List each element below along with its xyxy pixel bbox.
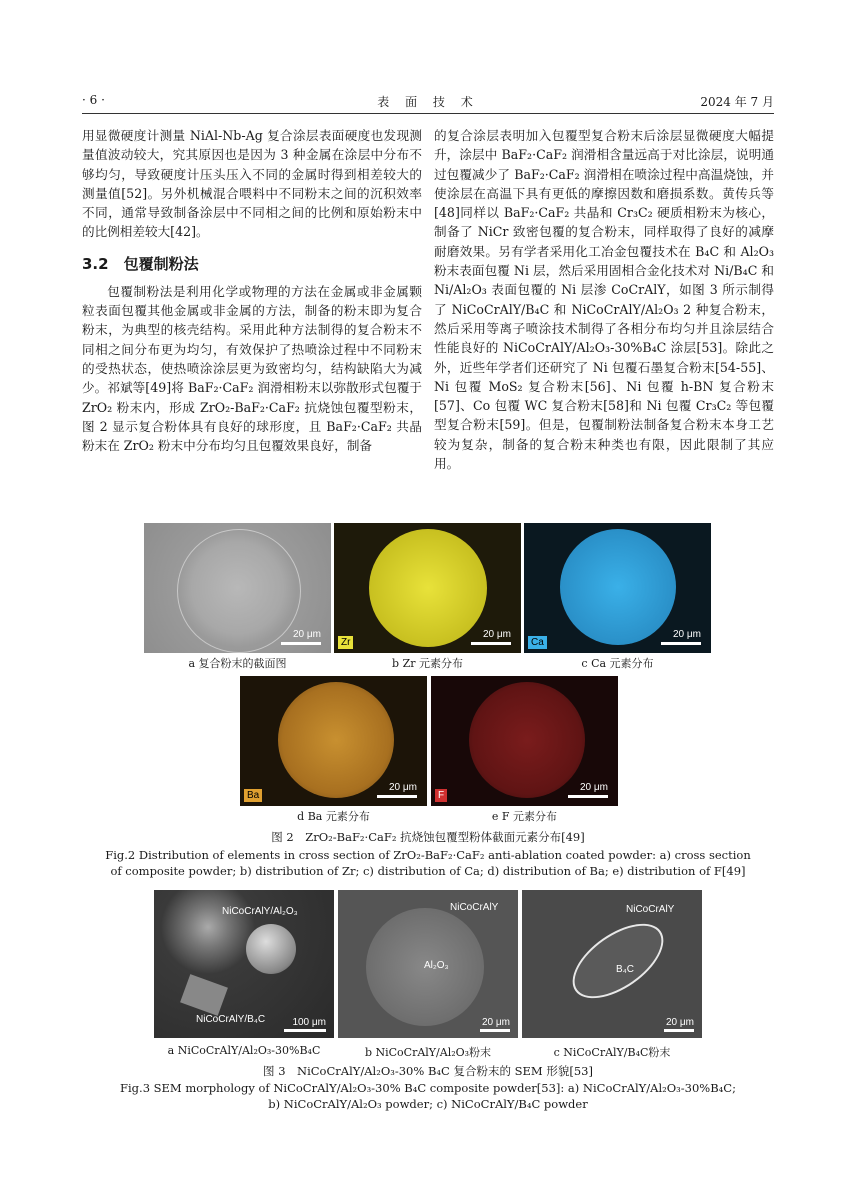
- fig3-panel-c: [522, 890, 702, 1038]
- fig2-caption-en: Fig.2 Distribution of elements in cross section of ZrO₂-BaF₂·CaF₂ anti-ablation coated powder: a) cross section of composite powder; b) distribution of Zr; c) distribution of Ca; d) distribution of Ba; e) distribution of F[49]: [105, 848, 751, 878]
- element-tag: F: [435, 789, 447, 802]
- fig3-caption-en: Fig.3 SEM morphology of NiCoCrAlY/Al₂O₃-30% B₄C composite powder[53]: a) NiCoCrAlY/Al₂O₃-30%B₄C;: [120, 1081, 736, 1095]
- scale-bar: [568, 795, 608, 798]
- right-column: [434, 126, 774, 473]
- paragraph: 的复合涂层表明加入包覆型复合粉末后涂层显微硬度大幅提升，涂层中 BaF₂·CaF₂ 润滑相含量远高于对比涂层，说明通过包覆减少了 BaF₂·CaF₂ 润滑相在喷涂过程中高温烧蚀，并使涂层在高温下具有更低的摩擦因数和磨损系数。黄传兵等[48]同样以 BaF₂·CaF₂ 共晶和 Cr₃C₂ 硬质相粉末为核心，制备了 NiCr 致密包覆的复合粉末，同样取得了良好的减摩耐磨效果。另有学者采用化工冶金包覆技术在 B₄C 和 Al₂O₃ 粉末表面包覆 Ni 层，然后采用固相合金化技术对 Ni/B₄C 和 Ni/Al₂O₃ 表面包覆的 Ni 层渗 CoCrAlY，如图 3 所示制得了 NiCoCrAlY/B₄C 和 NiCoCrAlY/Al₂O₃ 2 种复合粉末，然后采用等离子喷涂技术制得了各相分布均匀并且涂层结合性能良好的 NiCoCrAlY/Al₂O₃-30%B₄C 涂层[53]。除此之外，近些年学者们还研究了 Ni 包覆石墨复合粉末[54-55]、Ni 包覆 MoS₂ 复合粉末[56]、Ni 包覆 h-BN 复合粉末[57]、Co 包覆 WC 复合粉末[58]和 Ni 包覆 Cr₃C₂ 等包覆型复合粉末[59]。但是，包覆制粉法制备复合粉末本身工艺较为复杂，制备的复合粉末种类也有限，因此限制了其应用。: [434, 128, 774, 472]
- fig3-subcaption-b: b NiCoCrAlY/Al₂O₃粉末: [364, 1046, 492, 1059]
- sem-label: NiCoCrAlY/B₄C: [196, 1014, 266, 1025]
- sem-label: B₄C: [616, 964, 634, 975]
- scale-bar: [471, 642, 511, 645]
- scale-label: 20 μm: [389, 782, 417, 793]
- fig2-panel-e: [431, 676, 618, 806]
- fig2-subcaption-b: b Zr 元素分布: [392, 657, 463, 670]
- left-column: [82, 126, 422, 455]
- particle-cross-section: [560, 909, 676, 1013]
- particle-outline: [177, 529, 301, 653]
- page-header: [82, 93, 774, 113]
- paragraph: 用显微硬度计测量 NiAl-Nb-Ag 复合涂层表面硬度也发现测量值波动较大，究其原因也是因为 3 种金属在涂层中分布不够均匀，导致硬度计压头压入不同的金属时得到相差较大的测量值[52]。另外机械混合喂料中不同粉末之间的沉积效率不同，通常导致制备涂层中不同相之间的比例和原始粉末中的比例相差较大[42]。: [82, 128, 422, 240]
- scale-label: 20 μm: [483, 629, 511, 640]
- scale-bar: [664, 1029, 694, 1032]
- scale-label: 20 μm: [482, 1017, 510, 1028]
- scale-label: 20 μm: [666, 1017, 694, 1028]
- sem-label: NiCoCrAlY: [626, 904, 675, 915]
- zr-particle: [369, 529, 487, 647]
- journal-title: 表 面 技 术: [377, 95, 479, 109]
- scale-bar: [480, 1029, 510, 1032]
- scale-bar: [281, 642, 321, 645]
- fig2-panel-a: [144, 523, 331, 653]
- fig3-subcaption-a: a NiCoCrAlY/Al₂O₃-30%B₄C: [167, 1044, 321, 1057]
- scale-bar: [661, 642, 701, 645]
- particle: [180, 974, 228, 1016]
- fig2-subcaption-a: a 复合粉末的截面图: [188, 657, 287, 670]
- particle: [246, 924, 296, 974]
- element-tag: Ca: [528, 636, 547, 649]
- fig2-caption-cn: 图 2 ZrO₂-BaF₂·CaF₂ 抗烧蚀包覆型粉体截面元素分布[49]: [271, 830, 585, 844]
- fig2-subcaption-d: d Ba 元素分布: [297, 810, 370, 823]
- scale-label: 100 μm: [292, 1017, 326, 1028]
- scale-label: 20 μm: [673, 629, 701, 640]
- scale-bar: [284, 1029, 326, 1032]
- fig2-panel-d: [240, 676, 427, 806]
- fig2-panel-c: [524, 523, 711, 653]
- header-rule: [82, 113, 774, 114]
- section-title: 3.2 包覆制粉法: [82, 254, 199, 273]
- f-particle: [469, 682, 585, 798]
- ba-particle: [278, 682, 394, 798]
- fig3-subcaption-c: c NiCoCrAlY/B₄C粉末: [553, 1046, 671, 1059]
- fig3-caption-en-2: b) NiCoCrAlY/Al₂O₃ powder; c) NiCoCrAlY/B₄C powder: [268, 1097, 588, 1111]
- element-tag: Ba: [244, 789, 262, 802]
- fig3-panel-b: [338, 890, 518, 1038]
- element-tag: Zr: [338, 636, 353, 649]
- ca-particle: [560, 529, 676, 645]
- fig3-caption-cn: 图 3 NiCoCrAlY/Al₂O₃-30% B₄C 复合粉末的 SEM 形貌[53]: [263, 1064, 593, 1078]
- scale-bar: [377, 795, 417, 798]
- paragraph: 包覆制粉法是利用化学或物理的方法在金属或非金属颗粒表面包覆其他金属或非金属的方法，制备的粉末即为复合粉末，为典型的核壳结构。采用此种方法制得的复合粉末不同相之间分布更为均匀，有效保护了热喷涂过程中不同粉末的受热状态，使热喷涂涂层更为致密均匀，结构缺陷大为减少。祁斌等[49]将 BaF₂·CaF₂ 润滑相粉末以弥散形式包覆于 ZrO₂ 粉末内，形成 ZrO₂-BaF₂·CaF₂ 抗烧蚀包覆型粉末，图 2 显示复合粉体具有良好的球形度，且 BaF₂·CaF₂ 共晶粉末在 ZrO₂ 粉末中分布均匀且包覆效果良好，制备: [82, 283, 422, 454]
- fig2-subcaption-e: e F 元素分布: [491, 810, 558, 823]
- sem-label: Al₂O₃: [424, 960, 449, 971]
- scale-label: 20 μm: [293, 629, 321, 640]
- page-number: · 6 ·: [82, 93, 105, 107]
- sem-label: NiCoCrAlY: [450, 902, 499, 913]
- fig2-subcaption-c: c Ca 元素分布: [581, 657, 654, 670]
- scale-label: 20 μm: [580, 782, 608, 793]
- fig2-panel-b: [334, 523, 521, 653]
- sem-label: NiCoCrAlY/Al₂O₃: [222, 906, 298, 917]
- fig3-panel-a: [154, 890, 334, 1038]
- issue-date: 2024 年 7 月: [700, 95, 774, 109]
